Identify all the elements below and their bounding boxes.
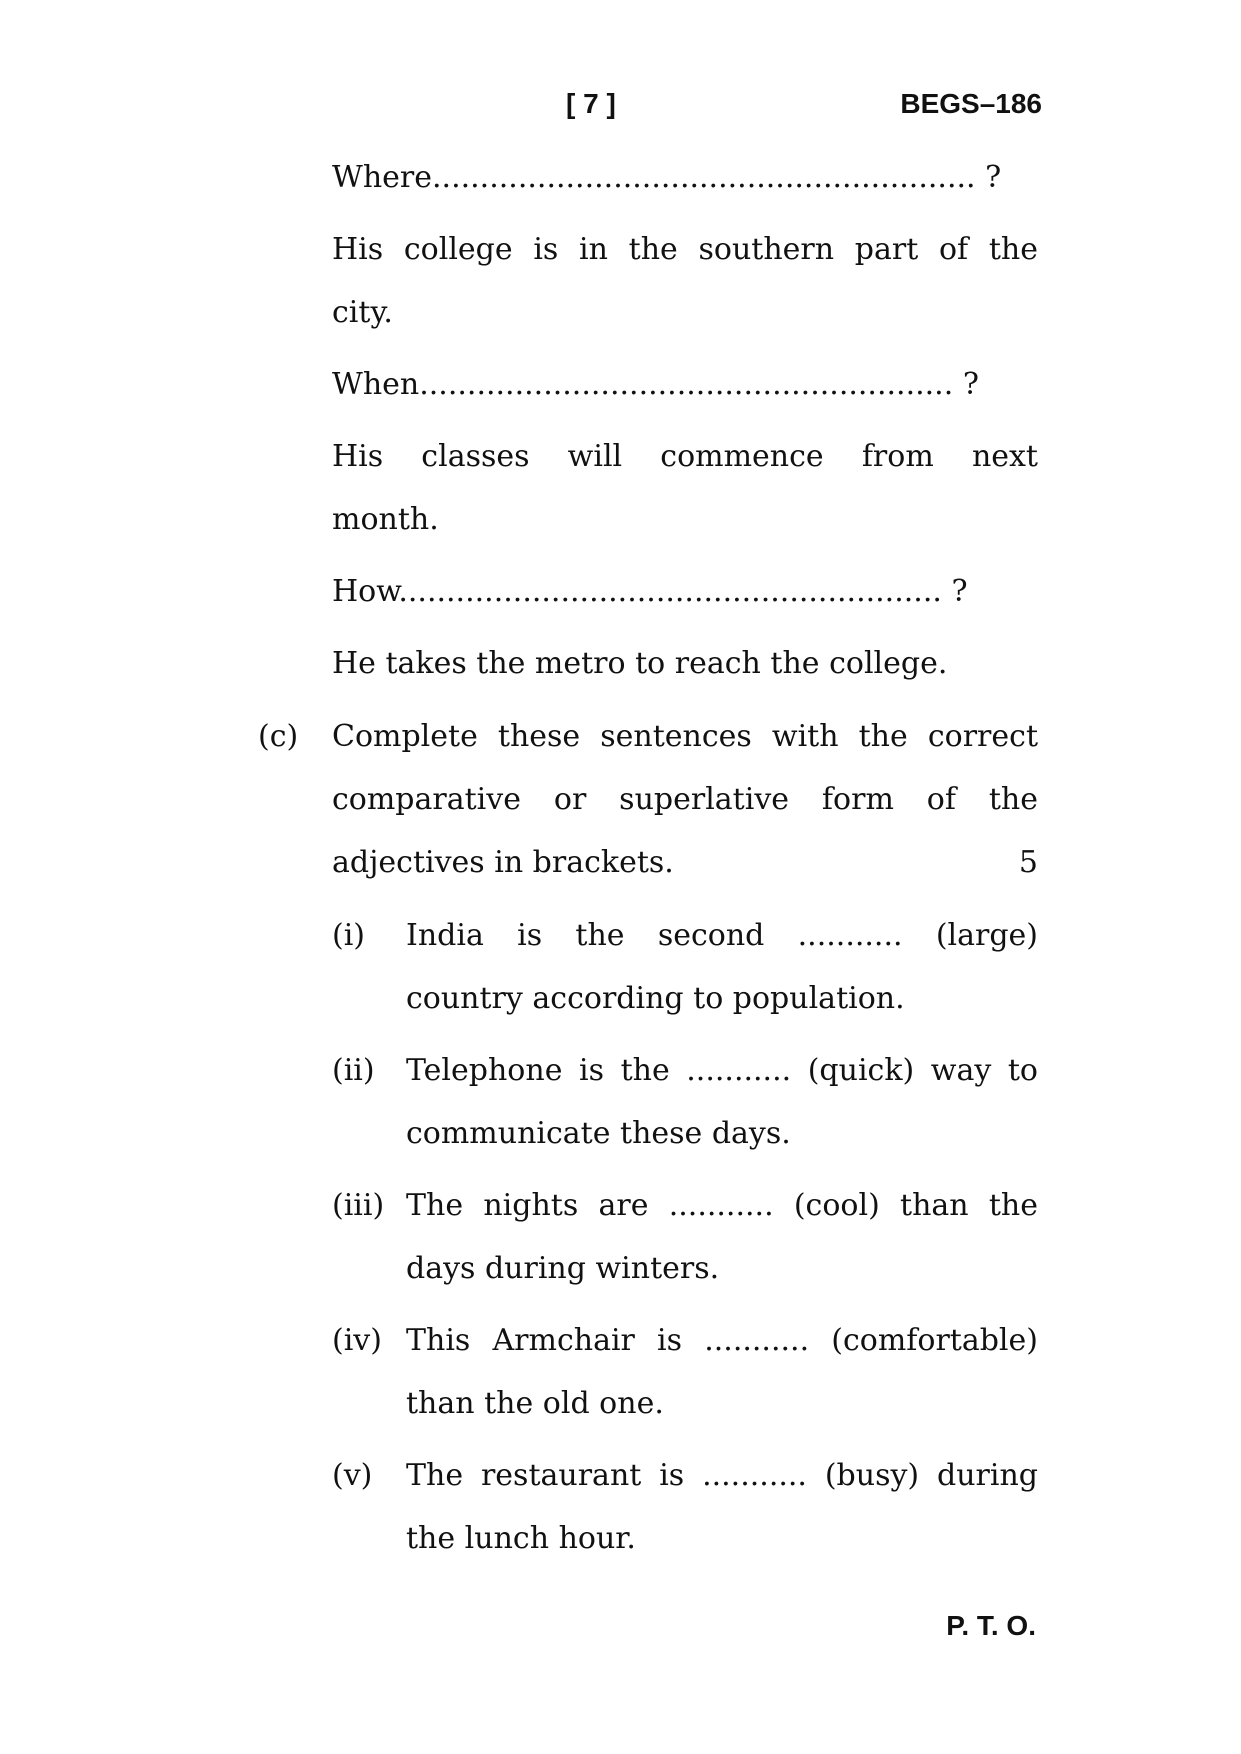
instruction-line: Complete these sentences with the correct	[332, 719, 1038, 754]
item-line: Telephone is the ........... (quick) way to	[406, 1053, 1038, 1088]
item-number: (v)	[332, 1458, 373, 1493]
answer-line: month.	[332, 502, 439, 537]
answer-line: His classes will commence from next	[332, 439, 1038, 474]
question-where	[332, 160, 1038, 196]
question-mark: ?	[962, 367, 979, 402]
item-line: than the old one.	[406, 1386, 664, 1421]
answer-line: His college is in the southern part of the	[332, 232, 1038, 267]
answer-line: city.	[332, 295, 393, 330]
item-line: days during winters.	[406, 1251, 720, 1286]
instruction-line: comparative or superlative form of the	[332, 782, 1038, 817]
question-text: How.........................................................	[332, 574, 942, 609]
question-mark: ?	[951, 574, 968, 609]
pto-footer: P. T. O.	[946, 1610, 1036, 1641]
question-text: Where.........................................................	[332, 160, 976, 195]
item-number: (iv)	[332, 1323, 382, 1358]
answer-line: He takes the metro to reach the college.	[332, 646, 948, 681]
item-line: country according to population.	[406, 981, 905, 1016]
item-line: The restaurant is ........... (busy) during	[406, 1458, 1038, 1493]
item-number: (iii)	[332, 1188, 385, 1223]
marks-value: 5	[1018, 845, 1038, 880]
item-line: This Armchair is ........... (comfortable)	[406, 1323, 1038, 1358]
question-text: When........................................................	[332, 367, 954, 402]
question-how	[332, 574, 1038, 610]
course-code: BEGS–186	[900, 88, 1042, 119]
item-line: India is the second ........... (large)	[406, 918, 1038, 953]
part-c-label: (c)	[258, 719, 299, 754]
question-when	[332, 367, 1038, 403]
question-mark: ?	[985, 160, 1002, 195]
instruction-line: adjectives in brackets.	[332, 845, 674, 880]
item-number: (i)	[332, 918, 366, 953]
page-number: [ 7 ]	[566, 88, 616, 119]
item-line: the lunch hour.	[406, 1521, 636, 1556]
item-line: The nights are ........... (cool) than the	[406, 1188, 1038, 1223]
item-line: communicate these days.	[406, 1116, 791, 1151]
item-number: (ii)	[332, 1053, 375, 1088]
